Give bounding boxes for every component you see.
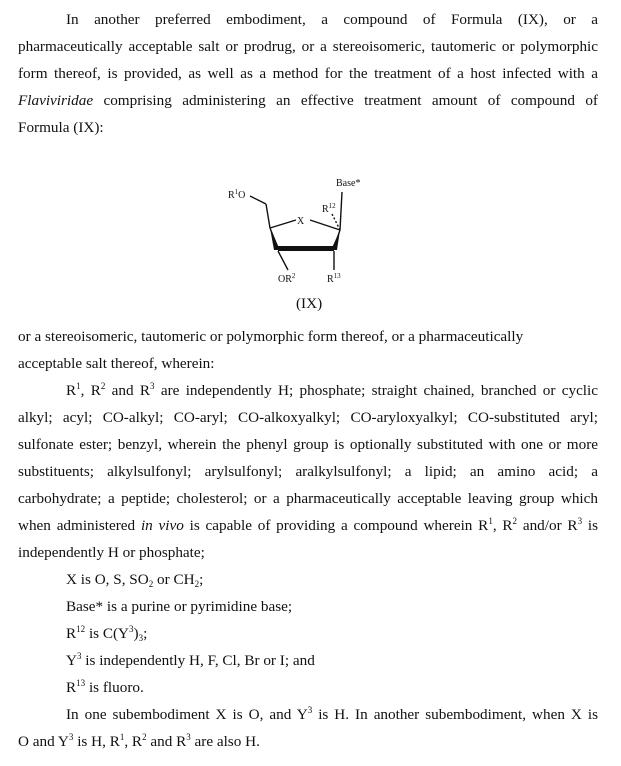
def-r-line5: carbohydrate; a peptide; cholesterol; or a pharmaceutically acceptable leaving group which bbox=[18, 490, 598, 507]
def-r13: $R^{13}$ is fluoro. bbox=[66, 678, 144, 696]
def-r-line1: $R^1$, $R^2$ and $R^3$ are independently H; phosphate; straight chained, branched or cyclic bbox=[66, 381, 598, 399]
def-r12: $R^{12}$ is $C(Y^3)_3$; bbox=[66, 624, 148, 643]
def-r-line3: sulfonate ester; benzyl, wherein the phenyl group is optionally substituted with one or more bbox=[18, 436, 598, 453]
def-x: X is O, S, $SO_2$ or $CH_2$; bbox=[66, 571, 204, 589]
formula-label: (IX) bbox=[296, 295, 323, 312]
r13-label: $R^{13}$ bbox=[327, 272, 341, 285]
def-r-line7: independently H or phosphate; bbox=[18, 544, 205, 561]
formula-ix-structure bbox=[200, 168, 420, 298]
para1-line1: In another preferred embodiment, a compound of Formula (IX), or a bbox=[66, 11, 598, 28]
or2-label: $OR^2$ bbox=[278, 272, 296, 285]
x-label: X bbox=[297, 216, 305, 227]
para1-line3: form thereof, is provided, as well as a method for the treatment of a host infected with a bbox=[18, 65, 598, 82]
def-r-line2: alkyl; acyl; CO-alkyl; CO-aryl; CO-alkoxyalkyl; CO-aryloxyalkyl; CO-substituted aryl; bbox=[18, 409, 598, 426]
flaviviridae-term: Flaviviridae bbox=[18, 92, 94, 109]
para2-line1: or a stereoisomeric, tautomeric or polymorphic form thereof, or a pharmaceutically bbox=[18, 328, 524, 345]
para2-line2: acceptable salt thereof, wherein: bbox=[18, 355, 215, 372]
in-vivo-term: in vivo bbox=[140, 517, 184, 534]
para1-line4: Flaviviridae comprising administering an effective treatment amount of compound of bbox=[18, 92, 598, 109]
para1-line5: Formula (IX): bbox=[18, 119, 104, 136]
subembodiment-line2: O and $Y^3$ is H, $R^1$, $R^2$ and $R^3$ are also H. bbox=[18, 732, 260, 750]
def-r-line4: substituents; alkylsulfonyl; arylsulfonyl; aralkylsulfonyl; a lipid; an amino acid; a bbox=[18, 463, 598, 480]
subembodiment-line1: In one subembodiment X is O, and $Y^3$ is H. In another subembodiment, when X is bbox=[66, 705, 598, 723]
base-label: Base* bbox=[336, 178, 361, 189]
r12-label: $R^{12}$ bbox=[322, 202, 336, 215]
para1-line2: pharmaceutically acceptable salt or prodrug, or a stereoisomeric, tautomeric or polymorphic bbox=[18, 38, 598, 55]
def-y3: $Y^3$ is independently H, F, Cl, Br or I; and bbox=[66, 651, 315, 669]
def-r-line6: when administered in vivo is capable of providing a compound wherein $R^1$, $R^2$ and/or $R^3$ is bbox=[18, 516, 599, 534]
r1o-label: $R^1O$ bbox=[228, 188, 246, 201]
def-base: Base* is a purine or pyrimidine base; bbox=[66, 598, 293, 615]
